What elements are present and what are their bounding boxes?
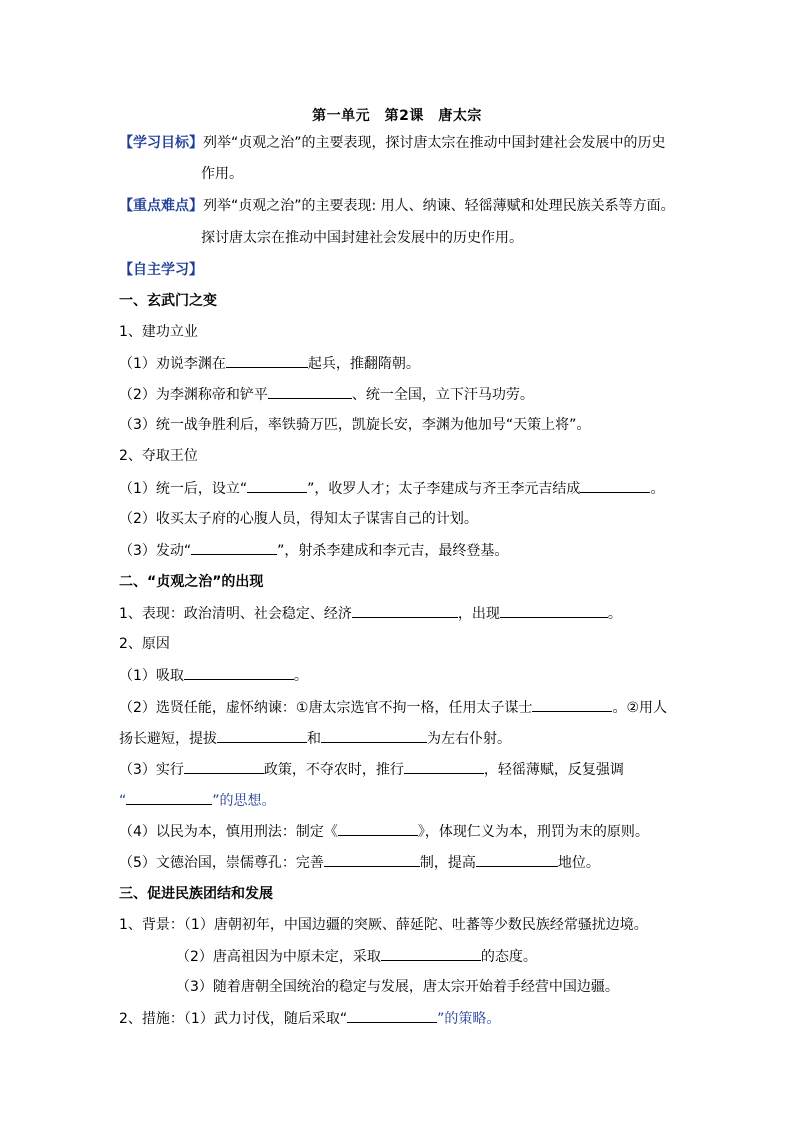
- text: “: [119, 793, 127, 809]
- text: 。: [650, 481, 665, 497]
- text: 。: [293, 668, 308, 684]
- text: ”的策略。: [437, 1011, 501, 1027]
- goal-text: 列举“贞观之治”的主要表现，探讨唐太宗在推动中国封建社会发展中的历史: [203, 135, 666, 151]
- blank[interactable]: [352, 603, 458, 618]
- section-1-heading: 一、玄武门之变: [119, 293, 217, 309]
- blank[interactable]: [184, 665, 294, 680]
- text: （4）以民为本，慎用刑法：制定《: [119, 824, 338, 840]
- reason-2: [119, 697, 667, 718]
- key-text-cont: 探讨唐太宗在推动中国封建社会发展中的历史作用。: [201, 230, 523, 246]
- item-2-2: （2）收买太子府的心腹人员，得知太子谋害自己的计划。: [119, 511, 478, 527]
- text: 2、措施：（1）武力讨伐，随后采取“: [119, 1011, 348, 1027]
- background-3: （3）随着唐朝全国统治的稳定与发展，唐太宗开始着手经营中国边疆。: [176, 979, 619, 995]
- item-2-1: [119, 478, 664, 499]
- text: ”，收罗人才；太子李建成与齐王李元吉结成: [307, 481, 581, 497]
- reason-4: [119, 821, 649, 842]
- text: 为左右仆射。: [427, 731, 511, 747]
- text: 、统一全国，立下汗马功劳。: [351, 387, 534, 403]
- blank[interactable]: [338, 821, 418, 836]
- item-1-1: [119, 353, 420, 374]
- key-text: 列举“贞观之治”的主要表现: 用人、纳谏、轻徭薄赋和处理民族关系等方面。: [203, 198, 675, 214]
- item-2-3: [119, 540, 508, 561]
- blank[interactable]: [191, 540, 277, 555]
- text: 1、表现：政治清明、社会稳定、经济: [119, 606, 352, 622]
- text: 政策，不夺农时，推行: [263, 762, 404, 778]
- reason-3: [119, 759, 624, 780]
- blank[interactable]: [226, 353, 308, 368]
- key-points: [119, 196, 675, 216]
- self-study-heading: 【自主学习】: [119, 262, 203, 278]
- item-1-2: [119, 384, 534, 405]
- text: 扬长避短，提拔: [119, 731, 217, 747]
- blank[interactable]: [532, 697, 612, 712]
- blank[interactable]: [126, 790, 212, 805]
- blank[interactable]: [324, 852, 420, 867]
- blank[interactable]: [580, 478, 650, 493]
- item-reason: 2、原因: [119, 636, 170, 652]
- section-1-sub-2: 2、夺取王位: [119, 448, 198, 464]
- text: 和: [307, 731, 321, 747]
- item-1-3: （3）统一战争胜利后，率铁骑万匹，凯旋长安，李渊为他加号“天策上将”。: [119, 417, 591, 433]
- text: （2）选贤任能，虚怀纳谏：①唐太宗选官不拘一格，任用太子谋士: [119, 700, 533, 716]
- goal-text-cont: 作用。: [201, 166, 243, 182]
- item-performance: [119, 603, 622, 624]
- measure-1: [119, 1008, 500, 1029]
- reason-3-cont: [119, 790, 276, 811]
- text: ”的思想。: [212, 793, 276, 809]
- text: 的态度。: [480, 949, 537, 965]
- blank[interactable]: [500, 603, 608, 618]
- reason-1: [119, 665, 308, 686]
- text: （3）实行: [119, 762, 184, 778]
- text: 》，体现仁义为本，刑罚为末的原则。: [417, 824, 649, 840]
- text: 。②用人: [612, 700, 668, 716]
- text: 。: [607, 606, 622, 622]
- text: （1）吸取: [119, 668, 184, 684]
- text: （2）唐高祖因为中原未定，采取: [176, 949, 381, 965]
- text: ，轻徭薄赋，反复强调: [483, 762, 624, 778]
- blank[interactable]: [217, 728, 307, 743]
- text: （2）为李渊称帝和铲平: [119, 387, 268, 403]
- reason-5: [119, 852, 600, 873]
- background-2: [176, 946, 537, 967]
- section-1-sub-1: 1、建功立业: [119, 324, 198, 340]
- background-1: 1、背景：（1）唐朝初年，中国边疆的突厥、薛延陀、吐蕃等少数民族经常骚扰边境。: [119, 917, 648, 933]
- section-2-heading: 二、“贞观之治”的出现: [119, 574, 264, 590]
- text: （3）发动“: [119, 543, 192, 559]
- text: （1）劝说李渊在: [119, 356, 226, 372]
- blank[interactable]: [184, 759, 264, 774]
- text: （5）文德治国，崇儒尊孔：完善: [119, 855, 324, 871]
- text: 地位。: [557, 855, 600, 871]
- text: （1）统一后，设立“: [119, 481, 248, 497]
- learning-goal: [119, 133, 666, 153]
- text: 起兵，推翻隋朝。: [307, 356, 420, 372]
- blank[interactable]: [476, 852, 558, 867]
- blank[interactable]: [404, 759, 484, 774]
- blank[interactable]: [381, 946, 481, 961]
- blank[interactable]: [321, 728, 427, 743]
- blank[interactable]: [347, 1008, 437, 1023]
- page-title: 第一单元 第2课 唐太宗: [312, 108, 482, 124]
- text: 制，提高: [419, 855, 476, 871]
- blank[interactable]: [268, 384, 352, 399]
- blank[interactable]: [247, 478, 307, 493]
- text: ，出现: [457, 606, 500, 622]
- text: ”，射杀李建成和李元吉，最终登基。: [277, 543, 509, 559]
- key-label: 【重点难点】: [119, 198, 203, 214]
- goal-label: 【学习目标】: [119, 135, 203, 151]
- reason-2-cont: [119, 728, 511, 749]
- section-3-heading: 三、促进民族团结和发展: [119, 886, 273, 902]
